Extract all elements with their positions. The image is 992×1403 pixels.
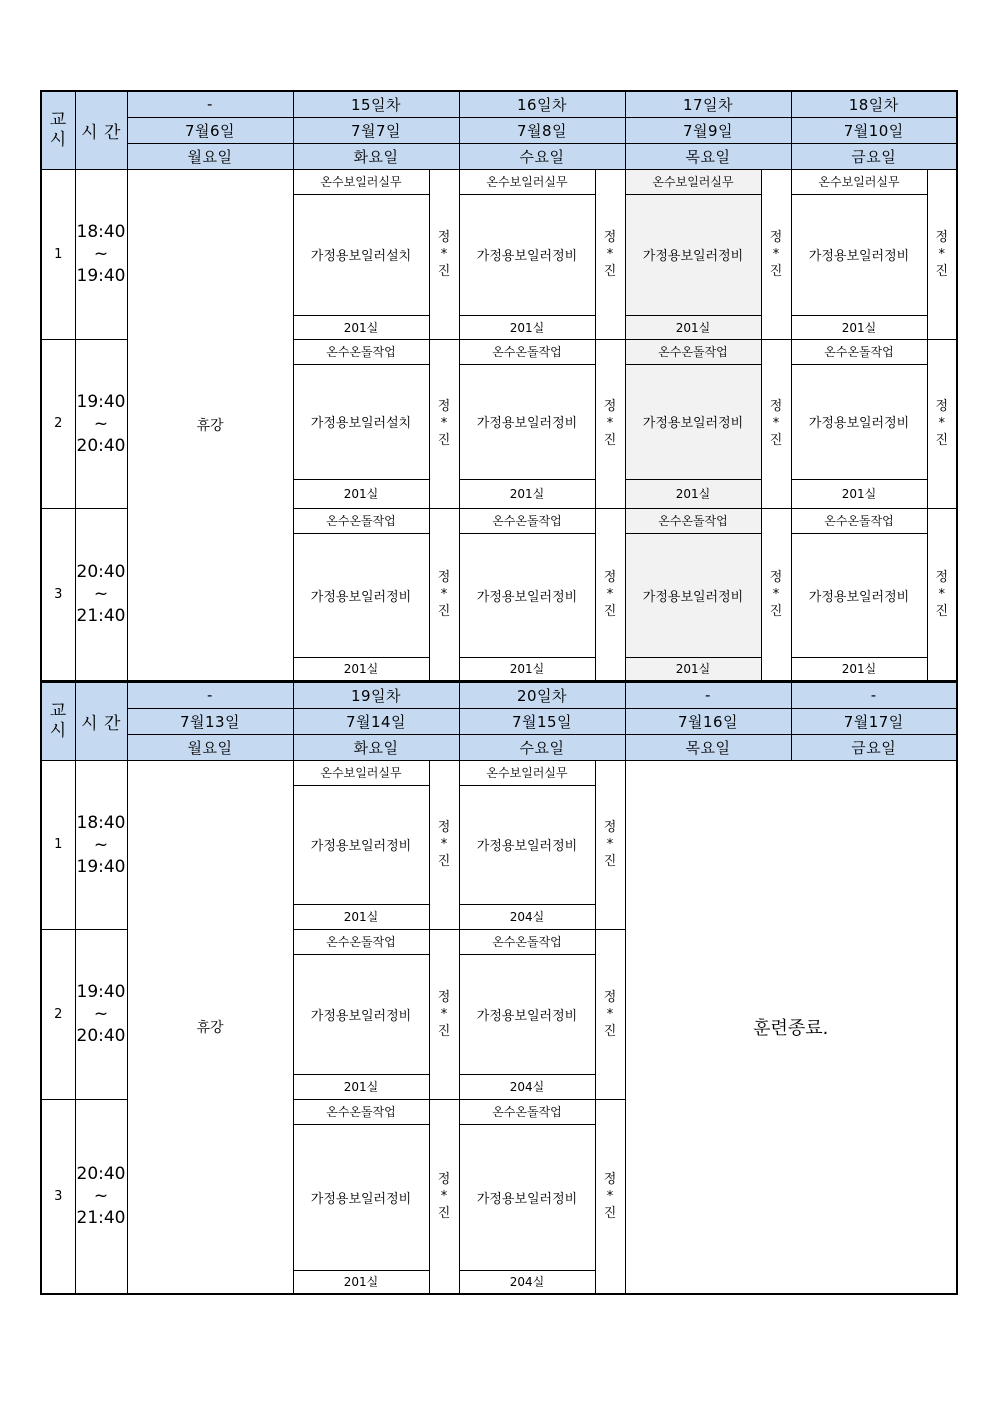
- time-end: 19:40: [76, 266, 126, 286]
- period-time: [75, 339, 127, 508]
- period-number: 2: [41, 929, 75, 1099]
- instructor: 정 * 진: [761, 339, 791, 508]
- class-title: 가정용보일러설치: [293, 194, 429, 315]
- class-category: 온수보일러실무: [459, 169, 595, 194]
- day-count-mon: -: [127, 682, 293, 708]
- class-room: 201실: [459, 657, 595, 681]
- instructor: 정 * 진: [927, 339, 957, 508]
- instructor: 정 * 진: [595, 929, 625, 1099]
- class-title: 가정용보일러정비: [459, 954, 595, 1074]
- instructor: 정 * 진: [927, 508, 957, 681]
- time-end: 21:40: [76, 1208, 126, 1229]
- day-count-wed: 20일차: [459, 682, 625, 708]
- time-separator: ~: [93, 1186, 109, 1207]
- class-title: 가정용보일러정비: [459, 785, 595, 904]
- instructor: 정 * 진: [429, 339, 459, 508]
- period-number: 1: [41, 760, 75, 929]
- week1-schedule-table: [40, 90, 958, 682]
- weekday-thu: 목요일: [625, 734, 791, 760]
- day-count-tue: 15일차: [293, 91, 459, 117]
- class-title: 가정용보일러정비: [625, 533, 761, 657]
- class-category: 온수온돌작업: [625, 508, 761, 533]
- instructor: 정 * 진: [595, 508, 625, 681]
- class-title: 가정용보일러정비: [459, 533, 595, 657]
- instructor: 정 * 진: [595, 760, 625, 929]
- date-mon: 7월13일: [127, 708, 293, 734]
- time-start: 19:40: [76, 391, 126, 412]
- weekday-mon: 월요일: [127, 734, 293, 760]
- date-thu: 7월9일: [625, 117, 791, 143]
- class-category: 온수온돌작업: [293, 929, 429, 954]
- instructor: 정 * 진: [761, 169, 791, 339]
- weekday-wed: 수요일: [459, 143, 625, 169]
- weekday-wed: 수요일: [459, 734, 625, 760]
- class-category: 온수온돌작업: [459, 339, 595, 364]
- date-tue: 7월7일: [293, 117, 459, 143]
- class-title: 가정용보일러정비: [791, 533, 927, 657]
- class-category: 온수보일러실무: [791, 169, 927, 194]
- period-time: [75, 508, 127, 681]
- period-time: [75, 169, 127, 339]
- class-room: 201실: [293, 315, 429, 339]
- day-count-tue: 19일차: [293, 682, 459, 708]
- weekday-fri: 금요일: [791, 143, 957, 169]
- class-title: 가정용보일러정비: [459, 1124, 595, 1270]
- holiday-cell: 휴강: [127, 760, 293, 1294]
- time-separator: ~: [93, 1004, 109, 1024]
- class-room: 201실: [791, 479, 927, 508]
- class-room: 201실: [459, 315, 595, 339]
- class-category: 온수보일러실무: [293, 169, 429, 194]
- time-separator: ~: [93, 244, 109, 264]
- date-fri: 7월17일: [791, 708, 957, 734]
- class-title: 가정용보일러정비: [625, 364, 761, 479]
- class-room: 201실: [293, 1074, 429, 1099]
- class-category: 온수온돌작업: [293, 508, 429, 533]
- time-end: 19:40: [76, 856, 126, 877]
- instructor: 정 * 진: [595, 169, 625, 339]
- period-number: 1: [41, 169, 75, 339]
- holiday-cell: 휴강: [127, 169, 293, 681]
- period-number: 3: [41, 1099, 75, 1294]
- date-fri: 7월10일: [791, 117, 957, 143]
- instructor: 정 * 진: [429, 929, 459, 1099]
- time-start: 18:40: [76, 222, 126, 242]
- time-separator: ~: [93, 413, 109, 434]
- period-time: [75, 760, 127, 929]
- period-time: [75, 929, 127, 1099]
- weekday-mon: 월요일: [127, 143, 293, 169]
- class-category: 온수온돌작업: [459, 1099, 595, 1124]
- class-category: 온수온돌작업: [791, 339, 927, 364]
- weekday-tue: 화요일: [293, 143, 459, 169]
- instructor: 정 * 진: [429, 169, 459, 339]
- time-start: 20:40: [76, 562, 126, 583]
- day-count-wed: 16일차: [459, 91, 625, 117]
- class-room: 204실: [459, 904, 595, 929]
- date-thu: 7월16일: [625, 708, 791, 734]
- day-count-thu: -: [625, 682, 791, 708]
- weekday-tue: 화요일: [293, 734, 459, 760]
- date-tue: 7월14일: [293, 708, 459, 734]
- weekday-thu: 목요일: [625, 143, 791, 169]
- weekday-fri: 금요일: [791, 734, 957, 760]
- instructor: 정 * 진: [429, 508, 459, 681]
- class-room: 204실: [459, 1270, 595, 1294]
- class-category: 온수온돌작업: [459, 508, 595, 533]
- class-room: 201실: [625, 657, 761, 681]
- class-title: 가정용보일러정비: [293, 954, 429, 1074]
- period-number: 3: [41, 508, 75, 681]
- class-title: 가정용보일러정비: [459, 194, 595, 315]
- date-wed: 7월15일: [459, 708, 625, 734]
- class-room: 201실: [459, 479, 595, 508]
- training-end-cell: 훈련종료.: [625, 760, 957, 1294]
- class-title: 가정용보일러정비: [791, 194, 927, 315]
- instructor: 정 * 진: [595, 1099, 625, 1294]
- class-room: 201실: [625, 315, 761, 339]
- time-separator: ~: [93, 584, 109, 605]
- class-category: 온수온돌작업: [625, 339, 761, 364]
- class-category: 온수보일러실무: [459, 760, 595, 785]
- instructor: 정 * 진: [595, 339, 625, 508]
- class-title: 가정용보일러정비: [459, 364, 595, 479]
- class-room: 201실: [293, 904, 429, 929]
- instructor: 정 * 진: [927, 169, 957, 339]
- period-column-header: 교 시: [41, 682, 75, 760]
- period-time: [75, 1099, 127, 1294]
- class-title: 가정용보일러설치: [293, 364, 429, 479]
- class-title: 가정용보일러정비: [293, 1124, 429, 1270]
- time-start: 20:40: [76, 1164, 126, 1185]
- class-room: 201실: [791, 657, 927, 681]
- class-category: 온수온돌작업: [459, 929, 595, 954]
- class-room: 201실: [293, 479, 429, 508]
- instructor: 정 * 진: [429, 760, 459, 929]
- week2-schedule-table: [40, 681, 958, 1295]
- class-title: 가정용보일러정비: [293, 785, 429, 904]
- class-title: 가정용보일러정비: [293, 533, 429, 657]
- instructor: 정 * 진: [429, 1099, 459, 1294]
- class-room: 204실: [459, 1074, 595, 1099]
- period-column-header: 교 시: [41, 91, 75, 169]
- day-count-fri: 18일차: [791, 91, 957, 117]
- time-end: 20:40: [76, 1026, 126, 1046]
- class-title: 가정용보일러정비: [625, 194, 761, 315]
- time-start: 18:40: [76, 812, 126, 833]
- day-count-mon: -: [127, 91, 293, 117]
- class-category: 온수온돌작업: [293, 339, 429, 364]
- class-room: 201실: [293, 657, 429, 681]
- time-end: 20:40: [76, 435, 126, 456]
- instructor: 정 * 진: [761, 508, 791, 681]
- class-title: 가정용보일러정비: [791, 364, 927, 479]
- time-end: 21:40: [76, 606, 126, 627]
- date-mon: 7월6일: [127, 117, 293, 143]
- class-category: 온수온돌작업: [791, 508, 927, 533]
- time-column-header: 시 간: [75, 91, 127, 169]
- day-count-fri: -: [791, 682, 957, 708]
- period-number: 2: [41, 339, 75, 508]
- class-category: 온수온돌작업: [293, 1099, 429, 1124]
- class-room: 201실: [791, 315, 927, 339]
- class-category: 온수보일러실무: [293, 760, 429, 785]
- class-room: 201실: [293, 1270, 429, 1294]
- time-column-header: 시 간: [75, 682, 127, 760]
- day-count-thu: 17일차: [625, 91, 791, 117]
- date-wed: 7월8일: [459, 117, 625, 143]
- class-category: 온수보일러실무: [625, 169, 761, 194]
- time-start: 19:40: [76, 982, 126, 1002]
- class-room: 201실: [625, 479, 761, 508]
- time-separator: ~: [93, 834, 109, 855]
